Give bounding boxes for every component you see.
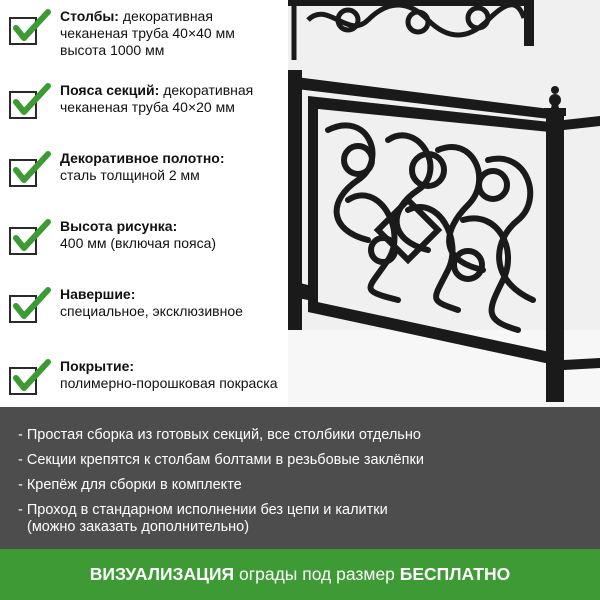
feature-section-belts bbox=[8, 82, 328, 130]
bullet-item: - Простая сборка из готовых секций, все столбики отдельно bbox=[18, 427, 421, 443]
feature-posts bbox=[8, 8, 328, 56]
checkbox-check-icon bbox=[8, 358, 52, 398]
bullet-item: - Проход в стандарном исполнении без цепи и калитки (можно заказать дополнительно) bbox=[18, 502, 388, 535]
feature-text: Высота рисунка: 400 мм (включая пояса) bbox=[60, 218, 217, 251]
checkbox-check-icon bbox=[8, 8, 52, 48]
feature-decorative-sheet bbox=[8, 150, 328, 198]
banner-free: БЕСПЛАТНО bbox=[399, 564, 511, 584]
feature-text: Навершие: специальное, эксклюзивное bbox=[60, 286, 243, 319]
promo-banner bbox=[0, 549, 600, 600]
checkbox-check-icon bbox=[8, 286, 52, 326]
fence-photo bbox=[288, 0, 600, 407]
checkbox-check-icon bbox=[8, 150, 52, 190]
feature-text: Пояса секций: декоративная чеканеная труба 40×20 мм bbox=[60, 82, 254, 115]
banner-visualization: ВИЗУАЛИЗАЦИЯ bbox=[89, 564, 235, 584]
bullet-item: - Крепёж для сборки в комплекте bbox=[18, 477, 242, 493]
feature-list bbox=[0, 0, 320, 407]
checkbox-check-icon bbox=[8, 82, 52, 122]
checkbox-check-icon bbox=[8, 218, 52, 258]
feature-finial bbox=[8, 286, 328, 334]
feature-text: Декоративное полотно: сталь толщиной 2 мм bbox=[60, 150, 225, 183]
feature-text: Покрытие: полимерно-порошковая покраска bbox=[60, 358, 278, 391]
bullet-list bbox=[18, 427, 588, 536]
feature-coating bbox=[8, 358, 328, 406]
feature-text: Столбы: декоративная чеканеная труба 40×40 мм высота 1000 мм bbox=[60, 8, 235, 58]
banner-middle: ограды под размер bbox=[238, 564, 395, 584]
bullet-item: - Секции крепятся к столбам болтами в резьбовые заклёпки bbox=[18, 452, 424, 468]
feature-pattern-height bbox=[8, 218, 328, 266]
info-panel bbox=[0, 407, 600, 549]
fence-illustration bbox=[288, 0, 600, 407]
